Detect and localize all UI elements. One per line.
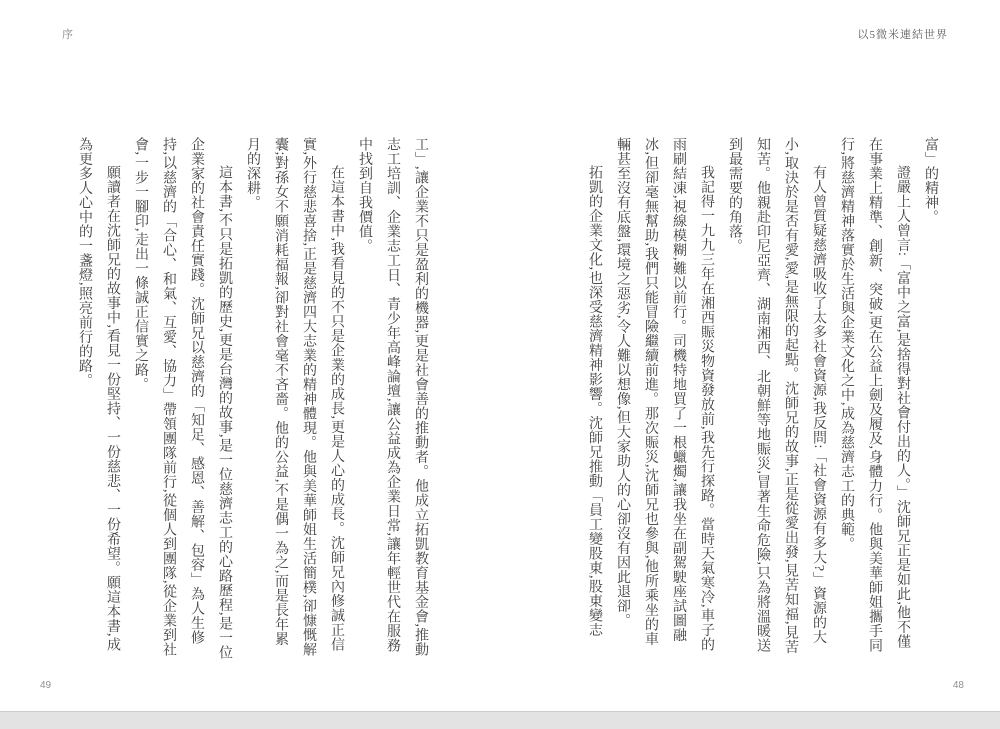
left-page [0,0,500,711]
right-page [500,0,1000,711]
paragraph: 富」的精神。 [923,137,938,224]
paragraph: 我記得一九九三年在湘西賑災物資發放前,我先行探路。當時天氣寒冷,車子的雨刷結凍,視線模糊,難以前行。司機特地買了一根蠟燭,讓我坐在副駕駛座試圖融冰,但卻毫無幫助,我們只能冒險繼續前進。那次賑災,沈師兄也參與,他所乘坐的車輛甚至沒有底盤,環境之惡劣,令人難以想像,但大家助人的心卻沒有因此退卻。 [615,137,714,652]
paragraph: 在這本書中,我看見的不只是企業的成長,更是人心的成長。沈師兄內修誠正信實,外行慈悲喜捨,正是慈濟四大志業的精神體現。他與美華師姐生活簡樸,卻慷慨解囊;對孫女不願消耗福報,卻對社會毫不吝嗇。他的公益,不是偶一為之,而是長年累月的深耕。 [245,137,344,657]
paragraph: 這本書,不只是拓凱的歷史,更是台灣的故事,是一位慈濟志工的心路歷程,是一位企業家的社會責任實踐。沈師兄以慈濟的「知足、感恩、善解、包容」為人生修持,以慈濟的「合心、和氣、互愛、協力」帶領團隊前行,從個人到團隊,從企業到社會,一步一腳印,走出一條誠正信實之路。 [133,137,232,660]
paragraph: 拓凱的企業文化,也深受慈濟精神影響。沈師兄推動「員工變股東,股東變志 [587,165,602,637]
paragraph: 願讀者在沈師兄的故事中,看見一份堅持、一份慈悲、一份希望。願這本書,成為更多人心中的一盞燈,照亮前行的路。 [77,137,120,652]
running-head-book-title: 以5微米連結世界 [857,29,948,41]
left-page-text [70,137,434,660]
page-number: 49 [40,680,52,691]
paragraph: 工」,讓企業不只是盈利的機器,更是社會善的推動者。他成立拓凱教育基金會,推動志工培訓、企業志工日、青少年高峰論壇,讓公益成為企業日常,讓年輕世代在服務中找到自我價值。 [357,137,428,657]
page-number: 48 [952,680,964,691]
running-head-section: 序 [62,29,74,41]
paragraph: 有人曾質疑慈濟吸收了太多社會資源,我反問:「社會資源有多大?」資源的大小,取決於是否有愛,愛,是無限的起點。沈師兄的故事,正是從愛出發,見苦知福,見苦知苦。他親赴印尼亞齊、湖南湘西、北朝鮮等地賑災,冒著生命危險,只為將溫暖送到最需要的角落。 [727,137,826,654]
paragraph: 證嚴上人曾言:「富中之富,是捨得對社會付出的人。」沈師兄正是如此,他不僅在事業上精準、創新、突破,更在公益上劍及履及,身體力行。他與美華師姐攜手同行,將慈濟精神落實於生活與企業文化之中,成為慈濟志工的典範。 [839,137,910,653]
right-page-text [580,137,944,660]
